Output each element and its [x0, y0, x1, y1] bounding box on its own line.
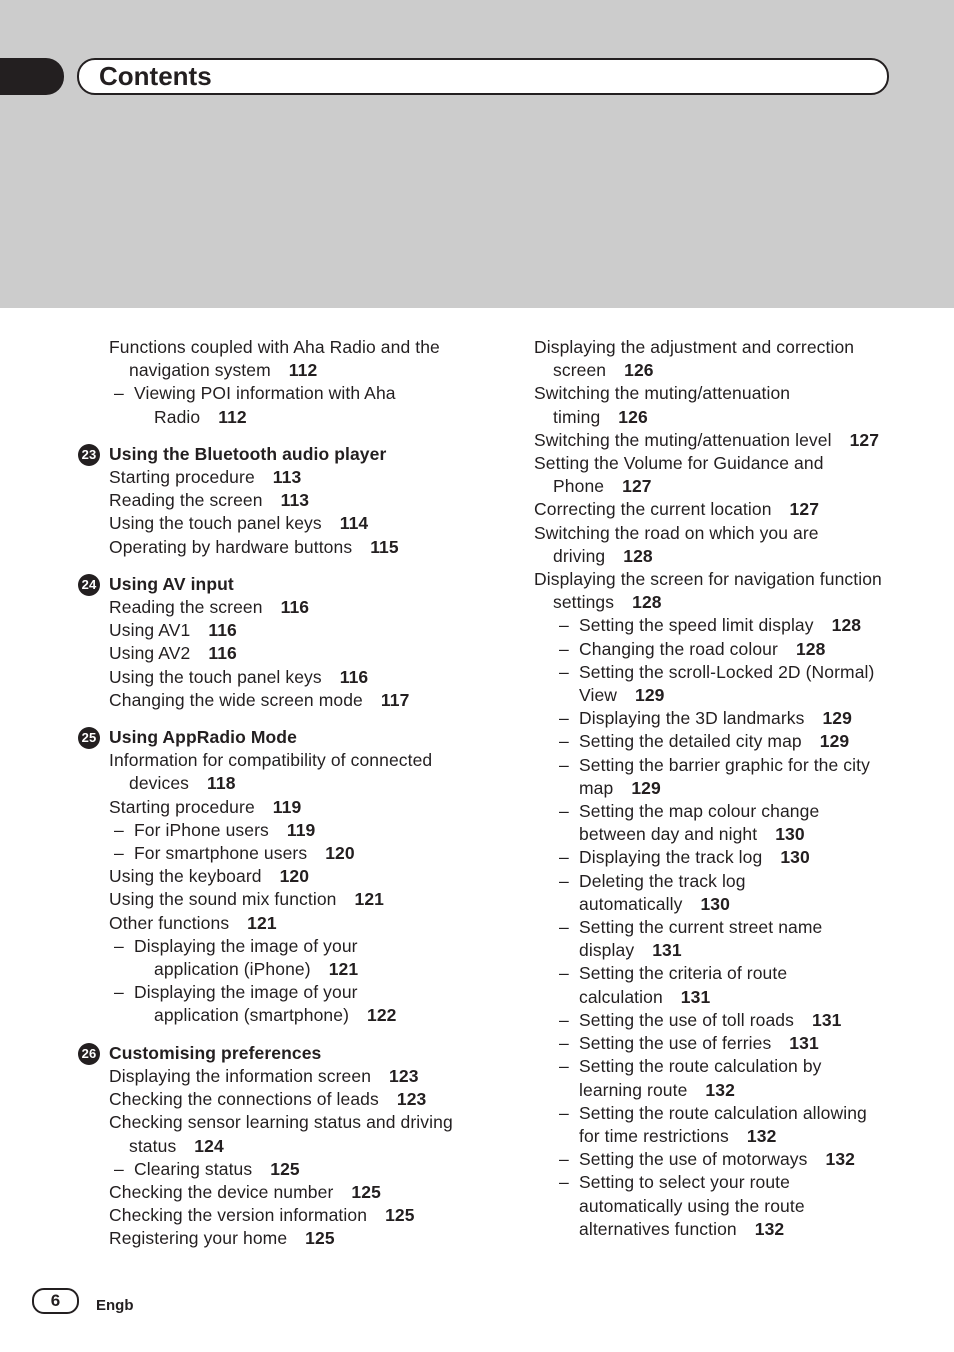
toc-entry-page: 132 [746, 1125, 777, 1146]
toc-entry[interactable] [534, 939, 934, 962]
toc-entry-page: 118 [207, 773, 236, 794]
section-number-badge: 26 [78, 1043, 100, 1065]
toc-entry[interactable] [78, 1004, 488, 1027]
toc-entry[interactable] [534, 452, 934, 475]
toc-dash: – [559, 708, 569, 729]
toc-entry[interactable] [534, 846, 934, 869]
toc-entry[interactable] [534, 475, 934, 498]
toc-entry-page: 129 [631, 777, 661, 798]
toc-dash: – [559, 661, 569, 682]
toc-entry[interactable] [78, 619, 488, 642]
toc-dash: – [559, 615, 569, 636]
toc-dash: – [559, 963, 569, 984]
toc-entry-title: Reading the screen [109, 597, 263, 618]
toc-entry[interactable] [78, 512, 488, 535]
toc-dash: – [559, 917, 569, 938]
toc-entry-title: Setting the Volume for Guidance and [534, 453, 824, 474]
toc-entry[interactable] [534, 591, 934, 614]
toc-entry-title: Starting procedure [109, 467, 255, 488]
toc-entry-title: Information for compatibility of connected [109, 750, 433, 771]
page-title: Contents [99, 61, 212, 91]
toc-dash: – [559, 731, 569, 752]
toc-entry-title: Viewing POI information with Aha [134, 383, 396, 404]
toc-entry[interactable] [534, 1195, 934, 1218]
toc-entry-page: 130 [775, 824, 805, 845]
toc-dash: – [114, 1158, 124, 1179]
section-number-badge: 25 [78, 727, 100, 749]
toc-entry-title: Setting the speed limit display [579, 615, 814, 636]
toc-entry-page: 132 [754, 1218, 785, 1239]
toc-dash: – [559, 1102, 569, 1123]
toc-entry-page: 131 [680, 986, 711, 1007]
toc-entry-title: Setting the map colour change [579, 801, 820, 822]
toc-entry[interactable] [78, 596, 488, 619]
toc-entry-title: Checking the version information [109, 1205, 368, 1226]
toc-entry-page: 113 [280, 490, 310, 511]
toc-entry-page: 124 [194, 1135, 224, 1156]
toc-entry-title: Displaying the image of your [134, 935, 358, 956]
toc-entry-page: 122 [367, 1005, 397, 1026]
toc-dash: – [559, 754, 569, 775]
toc-entry-title: Setting the route calculation allowing [579, 1102, 867, 1123]
toc-entry-title: automatically using the route [579, 1195, 805, 1216]
toc-dash: – [114, 982, 124, 1003]
toc-entry-title: Setting to select your route [579, 1172, 790, 1193]
toc-entry-page: 116 [280, 597, 310, 618]
toc-entry-page: 126 [618, 406, 648, 427]
toc-entry-title: status [129, 1135, 177, 1156]
toc-entry[interactable] [78, 1135, 488, 1158]
toc-entry-title: Displaying the adjustment and correction [534, 337, 855, 357]
toc-entry[interactable] [78, 749, 488, 772]
toc-entry-title: automatically [579, 893, 683, 914]
toc-entry-title: Clearing status [134, 1158, 253, 1179]
toc-entry[interactable] [534, 962, 934, 985]
toc-entry-title: Using AV2 [109, 643, 191, 664]
toc-entry[interactable] [534, 823, 934, 846]
toc-dash: – [559, 1056, 569, 1077]
toc-entry[interactable] [78, 536, 488, 559]
toc-entry-title: Using the touch panel keys [109, 513, 322, 534]
toc-entry-title: Displaying the track log [579, 847, 763, 868]
section-heading[interactable] [78, 1042, 488, 1065]
section-title: Customising preferences [109, 1042, 322, 1063]
toc-entry-title: devices [129, 773, 190, 794]
toc-dash: – [114, 935, 124, 956]
toc-dash: – [559, 1033, 569, 1054]
section-title: Using the Bluetooth audio player [109, 443, 387, 464]
toc-dash: – [114, 843, 124, 864]
toc-entry-title: Setting the route calculation by [579, 1056, 822, 1077]
toc-entry[interactable] [534, 661, 934, 684]
toc-entry-title: Displaying the information screen [109, 1065, 372, 1086]
toc-entry-page: 126 [624, 360, 654, 381]
section-number-badge: 24 [78, 574, 100, 596]
toc-dash: – [559, 638, 569, 659]
toc-entry-title: alternatives function [579, 1218, 737, 1239]
section-heading[interactable] [78, 443, 488, 466]
toc-entry-title: Displaying the 3D landmarks [579, 708, 805, 729]
toc-entry-title: screen [553, 360, 607, 381]
toc-entry[interactable] [78, 489, 488, 512]
toc-entry[interactable] [534, 730, 934, 753]
toc-entry-page: 129 [635, 685, 665, 706]
page-number: 6 [32, 1288, 79, 1314]
header-band [0, 0, 954, 308]
toc-entry[interactable] [534, 638, 934, 661]
toc-entry-title: Starting procedure [109, 796, 255, 817]
toc-entry-page: 127 [622, 476, 652, 497]
toc-entry[interactable] [534, 429, 934, 452]
toc-entry-title: Setting the scroll-Locked 2D (Normal) [579, 661, 875, 682]
toc-entry-page: 131 [811, 1009, 842, 1030]
toc-dash: – [559, 1172, 569, 1193]
toc-entry-title: Phone [553, 476, 605, 497]
toc-entry[interactable] [78, 382, 488, 405]
toc-entry[interactable] [534, 359, 934, 382]
toc-entry-title: Setting the criteria of route [579, 963, 788, 984]
toc-entry[interactable] [78, 819, 488, 842]
toc-entry-page: 113 [272, 467, 302, 488]
toc-entry-page: 132 [825, 1149, 855, 1170]
toc-entry-title: Switching the road on which you are [534, 522, 819, 543]
toc-entry[interactable] [78, 336, 488, 359]
toc-entry[interactable] [534, 1171, 934, 1194]
toc-entry-page: 120 [325, 843, 355, 864]
title-box [77, 58, 889, 95]
toc-entry[interactable] [534, 614, 934, 637]
toc-entry[interactable] [78, 642, 488, 665]
toc-entry-page: 116 [208, 620, 237, 641]
toc-entry[interactable] [78, 689, 488, 712]
toc-entry-title: learning route [579, 1079, 688, 1100]
toc-entry-title: For iPhone users [134, 819, 269, 840]
toc-entry[interactable] [78, 406, 488, 429]
toc-entry[interactable] [78, 772, 488, 795]
toc-entry[interactable] [78, 466, 488, 489]
toc-entry-page: 127 [789, 499, 820, 520]
section-heading[interactable] [78, 573, 488, 596]
toc-entry-title: Setting the detailed city map [579, 731, 802, 752]
toc-entry[interactable] [78, 1088, 488, 1111]
toc-column-left [78, 336, 488, 1251]
toc-entry[interactable] [78, 1065, 488, 1088]
toc-dash: – [559, 1009, 569, 1030]
toc-entry[interactable] [534, 1055, 934, 1078]
toc-entry-page: 131 [789, 1033, 819, 1054]
toc-entry[interactable] [78, 1158, 488, 1181]
toc-entry-page: 119 [286, 819, 316, 840]
toc-entry-page: 123 [389, 1065, 419, 1086]
toc-entry-page: 128 [831, 615, 862, 636]
header-tab-marker [0, 58, 64, 95]
section-number-badge: 23 [78, 444, 100, 466]
toc-entry-title: Reading the screen [109, 490, 263, 511]
toc-entry[interactable] [534, 754, 934, 777]
toc-entry-page: 129 [822, 708, 852, 729]
toc-entry-title: timing [553, 406, 601, 427]
section-title: Using AppRadio Mode [109, 727, 297, 748]
toc-entry-page: 130 [780, 847, 810, 868]
toc-dash: – [559, 870, 569, 891]
toc-entry-title: Setting the use of ferries [579, 1033, 772, 1054]
toc-dash: – [559, 1149, 569, 1170]
toc-entry[interactable] [78, 935, 488, 958]
toc-entry[interactable] [534, 1102, 934, 1125]
toc-entry-title: calculation [579, 986, 663, 1007]
toc-entry[interactable] [78, 888, 488, 911]
toc-entry-title: Displaying the screen for navigation function [534, 569, 882, 590]
toc-entry-title: Using AV1 [109, 620, 191, 641]
toc-dash: – [114, 819, 124, 840]
toc-entry-title: Setting the barrier graphic for the city [579, 754, 870, 775]
toc-entry-title: Checking the device number [109, 1181, 334, 1202]
toc-entry-title: Other functions [109, 912, 230, 933]
toc-entry-page: 121 [247, 912, 277, 933]
toc-entry-page: 125 [305, 1228, 335, 1249]
toc-entry-page: 132 [705, 1079, 735, 1100]
toc-entry-title: Deleting the track log [579, 870, 746, 891]
toc-entry[interactable] [534, 684, 934, 707]
toc-entry[interactable] [534, 893, 934, 916]
toc-entry[interactable] [534, 498, 934, 521]
toc-column-right [534, 336, 934, 1241]
toc-entry-page: 112 [288, 360, 318, 381]
toc-entry-page: 128 [632, 592, 662, 613]
toc-entry[interactable] [534, 1148, 934, 1171]
toc-entry-title: Operating by hardware buttons [109, 536, 353, 557]
toc-entry-title: Registering your home [109, 1228, 288, 1249]
toc-entry-title: Setting the use of motorways [579, 1149, 808, 1170]
toc-entry[interactable] [78, 359, 488, 382]
toc-dash: – [114, 383, 124, 404]
toc-entry[interactable] [534, 1125, 934, 1148]
toc-entry[interactable] [534, 568, 934, 591]
toc-entry-page: 131 [652, 940, 682, 961]
toc-entry-title: map [579, 777, 614, 798]
toc-dash: – [559, 801, 569, 822]
toc-entry[interactable] [78, 666, 488, 689]
toc-entry[interactable] [534, 382, 934, 405]
toc-entry[interactable] [78, 1227, 488, 1250]
toc-entry-page: 112 [218, 406, 247, 427]
toc-entry[interactable] [78, 912, 488, 935]
toc-entry-page: 116 [339, 666, 369, 687]
toc-entry-title: settings [553, 592, 615, 613]
toc-entry[interactable] [78, 842, 488, 865]
toc-entry[interactable] [534, 800, 934, 823]
toc-entry[interactable] [78, 1204, 488, 1227]
toc-entry[interactable] [534, 986, 934, 1009]
toc-entry[interactable] [534, 870, 934, 893]
toc-entry-title: Displaying the image of your [134, 982, 358, 1003]
toc-entry-title: driving [553, 545, 606, 566]
section-heading[interactable] [78, 726, 488, 749]
toc-entry-page: 128 [795, 638, 826, 659]
toc-entry[interactable] [534, 1079, 934, 1102]
toc-entry[interactable] [534, 406, 934, 429]
toc-entry[interactable] [534, 1218, 934, 1241]
section-title: Using AV input [109, 573, 234, 594]
toc-entry-title: Changing the wide screen mode [109, 689, 363, 710]
toc-entry-title: Using the sound mix function [109, 889, 337, 910]
toc-entry-title: Using the touch panel keys [109, 666, 322, 687]
toc-entry-page: 125 [270, 1158, 300, 1179]
toc-entry-page: 121 [354, 889, 385, 910]
toc-entry-page: 120 [279, 866, 310, 887]
toc-entry-page: 127 [849, 429, 880, 450]
toc-entry[interactable] [534, 522, 934, 545]
toc-entry-title: Setting the current street name [579, 917, 823, 938]
toc-entry-title: Correcting the current location [534, 499, 772, 520]
toc-entry[interactable] [78, 1111, 488, 1134]
toc-entry-page: 114 [339, 513, 369, 534]
toc-entry-title: for time restrictions [579, 1125, 729, 1146]
toc-entry[interactable] [78, 958, 488, 981]
toc-entry-title: Checking the connections of leads [109, 1089, 379, 1110]
toc-entry-page: 117 [380, 689, 410, 710]
toc-entry[interactable] [78, 796, 488, 819]
toc-entry-title: application (iPhone) [154, 959, 311, 980]
toc-entry-page: 128 [623, 545, 653, 566]
toc-entry-title: Setting the use of toll roads [579, 1009, 794, 1030]
toc-entry-title: Checking sensor learning status and driving [109, 1112, 453, 1133]
toc-entry-title: application (smartphone) [154, 1005, 350, 1026]
toc-entry-title: For smartphone users [134, 843, 308, 864]
toc-entry[interactable] [534, 777, 934, 800]
language-code: Engb [96, 1297, 134, 1314]
toc-entry-title: Using the keyboard [109, 866, 262, 887]
toc-entry-title: display [579, 940, 635, 961]
toc-entry-page: 123 [396, 1089, 427, 1110]
toc-entry[interactable] [534, 545, 934, 568]
toc-entry-title: View [579, 685, 618, 706]
toc-entry-page: 119 [272, 796, 302, 817]
toc-entry[interactable] [534, 1009, 934, 1032]
toc-entry-page: 125 [385, 1205, 415, 1226]
toc-entry[interactable] [534, 1032, 934, 1055]
toc-entry-page: 115 [370, 536, 399, 557]
toc-entry-title: Switching the muting/attenuation [534, 383, 791, 404]
toc-entry[interactable] [78, 1181, 488, 1204]
toc-entry-title: Functions coupled with Aha Radio and the [109, 337, 440, 357]
toc-entry-title: navigation system [129, 360, 271, 381]
toc-entry-title: Switching the muting/attenuation level [534, 429, 832, 450]
toc-dash: – [559, 847, 569, 868]
toc-entry-page: 130 [700, 893, 730, 914]
toc-entry-page: 129 [819, 731, 850, 752]
toc-entry-page: 116 [208, 643, 237, 664]
toc-entry[interactable] [534, 336, 934, 359]
toc-entry[interactable] [534, 916, 934, 939]
toc-entry[interactable] [78, 981, 488, 1004]
toc-entry-page: 125 [351, 1181, 381, 1202]
toc-entry-title: between day and night [579, 824, 758, 845]
toc-entry-title: Changing the road colour [579, 638, 778, 659]
toc-entry[interactable] [534, 707, 934, 730]
toc-entry-page: 121 [328, 959, 359, 980]
toc-entry[interactable] [78, 865, 488, 888]
toc-entry-title: Radio [154, 406, 201, 427]
